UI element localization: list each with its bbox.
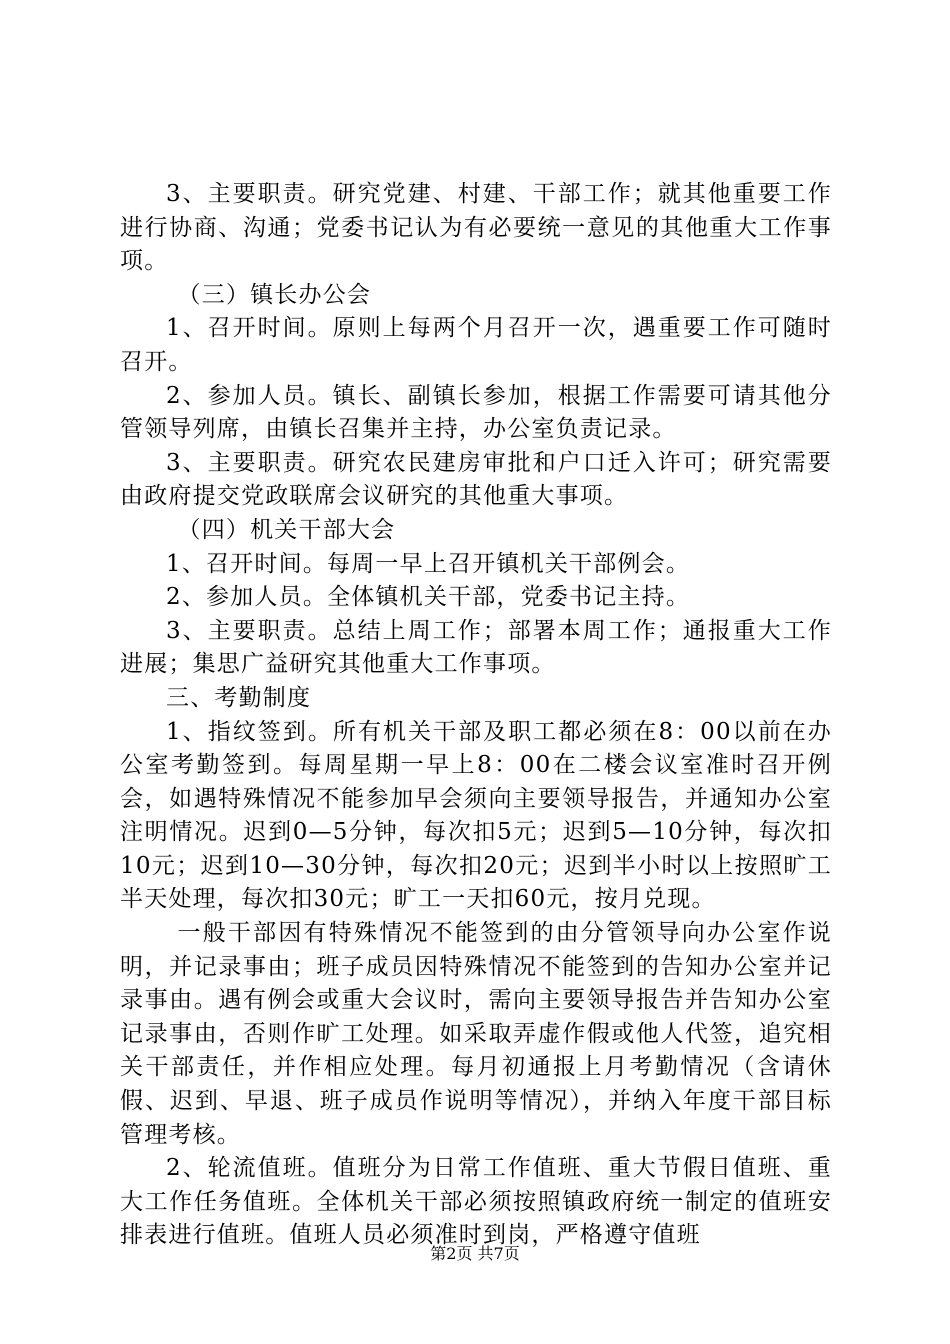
paragraph-rotating-duty: 2、轮流值班。值班分为日常工作值班、重大节假日值班、重大工作任务值班。全体机关干部必须按照镇政府统一制定的值班安排表进行值班。值班人员必须准时到岗，严格遵守值班: [120, 1155, 832, 1249]
paragraph-mayor-meeting-attendees: 2、参加人员。镇长、副镇长参加，根据工作需要可请其他分管领导列席，由镇长召集并主持，办公室负责记录。: [120, 382, 832, 443]
paragraph-assembly-time: 1、召开时间。每周一早上召开镇机关干部例会。: [166, 550, 691, 577]
section-heading-cadre-assembly: （四）机关干部大会: [177, 516, 396, 543]
document-body: [120, 178, 832, 1253]
paragraph-assembly-attendees: 2、参加人员。全体镇机关干部，党委书记主持。: [166, 584, 691, 611]
paragraph-assembly-duties: 3、主要职责。总结上周工作；部署本周工作；通报重大工作进展；集思广益研究其他重大工作事项。: [120, 617, 832, 678]
paragraph-fingerprint-signin: 1、指纹签到。所有机关干部及职工都必须在8：00以前在办公室考勤签到。每周星期一早上8：00在二楼会议室准时召开例会，如遇特殊情况不能参加早会须向主要领导报告，并通知办公室注明情况。迟到0—5分钟，每次扣5元；迟到5—10分钟，每次扣10元；迟到10—30分钟，每次扣20元；迟到半小时以上按照旷工半天处理，每次扣30元；旷工一天扣60元，按月兑现。: [120, 718, 832, 913]
section-heading-mayor-office-meeting: （三）镇长办公会: [177, 281, 372, 308]
paragraph-duties-party-committee: 3、主要职责。研究党建、村建、干部工作；就其他重要工作进行协商、沟通；党委书记认为有必要统一意见的其他重大工作事项。: [120, 181, 832, 275]
paragraph-signin-exceptions: 一般干部因有特殊情况不能签到的由分管领导向办公室作说明，并记录事由；班子成员因特殊情况不能签到的告知办公室并记录事由。遇有例会或重大会议时，需向主要领导报告并告知办公室记录事由，否则作旷工处理。如采取弄虚作假或他人代签，追究相关干部责任，并作相应处理。每月初通报上月考勤情况（含请休假、迟到、早退、班子成员作说明等情况），并纳入年度干部目标管理考核。: [120, 920, 832, 1148]
page-number-footer: 第2页 共7页: [430, 1244, 520, 1263]
paragraph-mayor-meeting-time: 1、召开时间。原则上每两个月召开一次，遇重要工作可随时召开。: [120, 315, 832, 375]
section-heading-attendance-system: 三、考勤制度: [166, 684, 312, 711]
paragraph-mayor-meeting-duties: 3、主要职责。研究农民建房审批和户口迁入许可；研究需要由政府提交党政联席会议研究的其他重大事项。: [120, 449, 832, 510]
